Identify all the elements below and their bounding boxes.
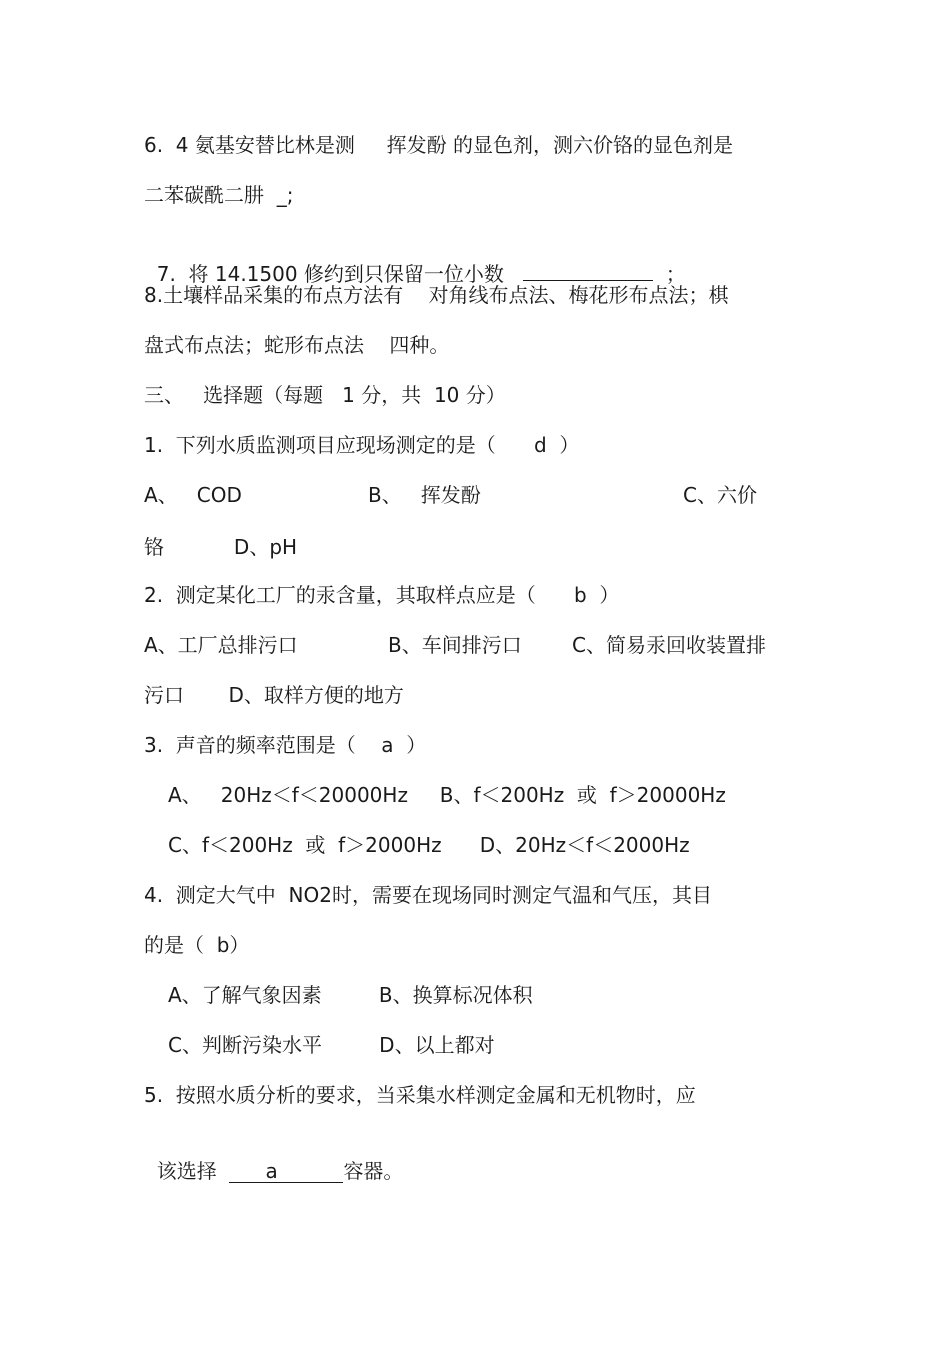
question-7-text: 7. 将 14.1500 修约到只保留一位小数 bbox=[156, 262, 524, 286]
mc-1-option-a: A、 COD bbox=[144, 483, 242, 507]
mc-1-stem: 1. 下列水质监测项目应现场测定的是（ d ） bbox=[144, 433, 580, 457]
mc-4-line-1: 4. 测定大气中 NO2时，需要在现场同时测定气温和气压，其目 bbox=[144, 883, 712, 907]
mc-4-options-line-2: C、判断污染水平 D、以上都对 bbox=[168, 1033, 495, 1057]
mc-5-line-2 bbox=[144, 1132, 404, 1183]
mc-2-option-c: C、简易汞回收装置排 bbox=[572, 633, 766, 657]
mc-4-line-2: 的是（ b） bbox=[144, 933, 250, 957]
question-7-blank bbox=[523, 258, 653, 281]
question-8-line-1: 8.土壤样品采集的布点方法有 对角线布点法、梅花形布点法；棋 bbox=[144, 283, 729, 307]
question-7-end: ； bbox=[653, 262, 686, 286]
mc-5-text: 该选择 bbox=[156, 1159, 230, 1183]
mc-5-answer: a bbox=[265, 1159, 278, 1183]
question-7 bbox=[144, 232, 686, 286]
section-3-title: 三、 选择题（每题 1 分，共 10 分） bbox=[144, 383, 506, 407]
mc-2-option-a: A、工厂总排污口 bbox=[144, 633, 298, 657]
question-8-line-2: 盘式布点法；蛇形布点法 四种。 bbox=[144, 333, 450, 357]
mc-3-options-line-1: A、 20Hz＜f＜20000Hz B、f＜200Hz 或 f＞20000Hz bbox=[168, 783, 726, 807]
mc-3-stem: 3. 声音的频率范围是（ a ） bbox=[144, 733, 427, 757]
mc-4-options-line-1: A、了解气象因素 B、换算标况体积 bbox=[168, 983, 533, 1007]
mc-1-option-c: C、六价 bbox=[683, 483, 757, 507]
mc-5-answer-blank bbox=[229, 1160, 343, 1183]
question-6-line-1: 6. 4 氨基安替比林是测 挥发酚 的显色剂，测六价铬的显色剂是 bbox=[144, 133, 734, 157]
mc-3-options-line-2: C、f＜200Hz 或 f＞2000Hz D、20Hz＜f＜2000Hz bbox=[168, 833, 690, 857]
mc-2-line-2: 污口 D、取样方便的地方 bbox=[144, 683, 404, 707]
mc-5-end: 容器。 bbox=[343, 1159, 404, 1183]
mc-1-line-2: 铬 D、pH bbox=[144, 535, 298, 559]
mc-2-stem: 2. 测定某化工厂的汞含量，其取样点应是（ b ） bbox=[144, 583, 620, 607]
mc-2-option-b: B、车间排污口 bbox=[388, 633, 522, 657]
mc-5-line-1: 5. 按照水质分析的要求，当采集水样测定金属和无机物时，应 bbox=[144, 1083, 696, 1107]
mc-1-option-b: B、 挥发酚 bbox=[368, 483, 481, 507]
question-6-line-2: 二苯碳酰二肼 _; bbox=[144, 183, 294, 207]
